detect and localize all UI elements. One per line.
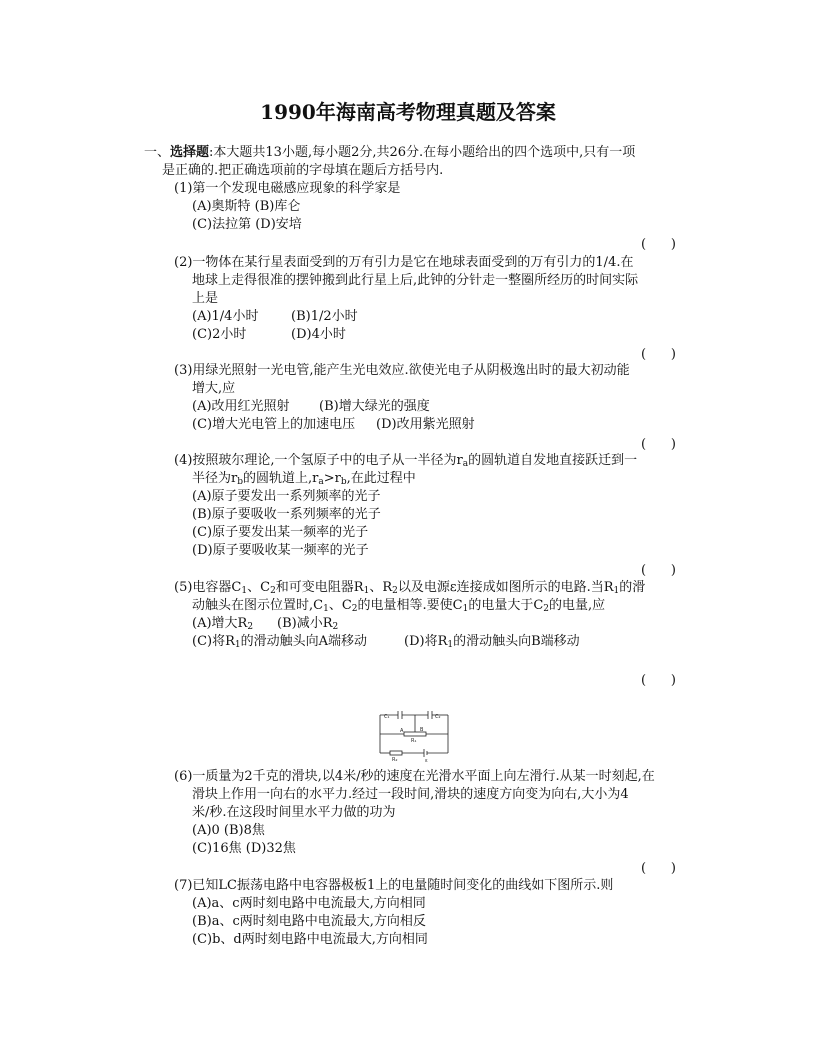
section-number: 一、 [144,145,171,160]
q1-options-cd: (C)法拉第 (D)安培 [192,217,302,232]
q2-stem-2: 地球上走得很准的摆钟搬到此行星上后,此钟的分针走一整圈所经历的时间实际 [192,273,639,288]
q3-option-d: (D)改用紫光照射 [376,417,475,432]
section-heading [144,144,635,162]
q2-option-b: (B)1/2小时 [291,309,358,324]
q1-answer-bracket: ( ) [641,237,676,252]
q7-option-b: (B)a、c两时刻电路中电流最大,方向相反 [192,914,426,929]
q5-answer-bracket: ( ) [641,673,676,688]
q4-stem-1a: (4)按照玻尔理论,一个氢原子中的电子从一半径为r [174,453,463,468]
q4-option-d: (D)原子要吸收某一频率的光子 [192,543,369,558]
label-a: A [400,728,404,734]
q5-sub-1d: 1 [323,604,329,614]
q4-stem-1b: 的圆轨道自发地直接跃迁到一 [468,453,638,468]
section-label: 选择题 [170,145,210,160]
q5-l2b: 、C [328,598,352,613]
q6-stem-1: (6)一质量为2千克的滑块,以4米/秒的速度在光滑水平面上向左滑行.从某一时刻起,在 [174,769,655,784]
q3-option-c: (C)增大光电管上的加速电压 [192,417,356,432]
q3-stem-2: 增大,应 [192,381,236,396]
q4-sub-b: b [237,477,243,487]
q7-option-a: (A)a、c两时刻电路中电流最大,方向相同 [192,896,426,911]
q3-answer-bracket: ( ) [641,437,676,452]
q5-sub-1e: 1 [462,604,469,614]
circuit-diagram [378,707,450,763]
q5-option-d [404,633,580,651]
q5-option-a [192,615,253,633]
q5-sub-2c: 2 [351,604,358,614]
q5-sub-opt-b: 2 [332,622,339,632]
q4-option-b: (B)原子要吸收一系列频率的光子 [192,507,381,522]
q1-options-ab: (A)奥斯特 (B)库仑 [192,199,301,214]
q4-answer-bracket: ( ) [641,563,676,578]
q4-stem-2c: >r [323,471,341,486]
q3-option-a: (A)改用红光照射 [192,399,290,414]
q5-opt-b-text: (B)减小R [277,616,333,631]
q5-s3: 和可变电阻器R [275,580,364,595]
q4-stem-1 [174,452,637,470]
q6-options-ab: (A)0 (B)8焦 [192,823,265,838]
page-title: 1990年海南高考物理真题及答案 [260,100,556,124]
q4-option-c: (C)原子要发出某一频率的光子 [192,525,369,540]
q5-opt-c1: (C)将R [192,634,235,649]
q5-sub-2d: 2 [543,604,550,614]
q4-stem-2d: ,在此过程中 [346,471,416,486]
q5-s1: (5)电容器C [174,580,242,595]
q5-sub-2b: 2 [392,586,398,596]
q5-sub-1c: 1 [613,586,620,596]
label-r1: R₁ [411,738,417,744]
q5-option-c [192,633,367,651]
q5-s6: 的滑 [619,580,646,595]
q5-opt-c2: 的滑动触头向A端移动 [240,634,368,649]
q2-answer-bracket: ( ) [641,347,676,362]
q5-l2d: 的电量大于C [468,598,544,613]
q2-option-a: (A)1/4小时 [192,309,259,324]
q4-stem-2a: 半径为r [192,471,238,486]
section-intro-2: 是正确的.把正确选项前的字母填在题后方括号内. [162,163,444,178]
q4-option-a: (A)原子要发出一系列频率的光子 [192,489,381,504]
q5-s5: 以及电源ε连接成如图所示的电路.当R [397,580,614,595]
q5-opt-a-text: (A)增大R [192,616,248,631]
q5-sub-2a: 2 [270,586,276,596]
q5-sub-1b: 1 [363,586,370,596]
q5-opt-d1: (D)将R [404,634,448,649]
q4-sub-b-2: b [340,477,347,487]
q5-sub-1a: 1 [241,586,248,596]
q3-stem-1: (3)用绿光照射一光电管,能产生光电效应.欲使光电子从阴极逸出时的最大初动能 [174,363,630,378]
q1-stem: (1)第一个发现电磁感应现象的科学家是 [174,181,401,196]
label-emf: ε [425,758,428,763]
q5-sub-opt-a: 2 [247,622,254,632]
q5-s2: 、C [247,580,271,595]
q6-answer-bracket: ( ) [641,861,676,876]
q2-stem-3: 上是 [192,291,219,306]
q4-stem-2 [192,470,416,488]
q2-option-c: (C)2小时 [192,327,247,342]
section-intro-1: :本大题共13小题,每小题2分,共26分.在每小题给出的四个选项中,只有一项 [209,145,636,160]
q5-s4: 、R [369,580,393,595]
q5-l2e: 的电量,应 [549,598,606,613]
q5-stem-1 [174,579,645,597]
label-c2: C₂ [435,714,441,720]
q7-option-c: (C)b、d两时刻电路中电流最大,方向相同 [192,932,428,947]
q5-option-b [277,615,338,633]
q5-opt-d2: 的滑动触头向B端移动 [453,634,580,649]
q2-stem-1: (2)一物体在某行星表面受到的万有引力是它在地球表面受到的万有引力的1/4.在 [174,255,634,270]
q5-sub-opt-c: 1 [234,640,241,650]
q5-l2a: 动触头在图示位置时,C [192,598,324,613]
q4-sub-a-2: a [318,477,324,487]
q5-l2c: 的电量相等.要使C [357,598,463,613]
q5-sub-opt-d: 1 [447,640,454,650]
q3-option-b: (B)增大绿光的强度 [319,399,430,414]
label-c1: C₁ [384,714,390,720]
q6-options-cd: (C)16焦 (D)32焦 [192,841,296,856]
q5-stem-2 [192,597,605,615]
q6-stem-2: 滑块上作用一向右的水平力.经过一段时间,滑块的速度方向变为向右,大小为4 [192,787,629,802]
q4-stem-2b: 的圆轨道上,r [242,471,319,486]
label-b: B [420,727,424,733]
q6-stem-3: 米/秒.在这段时间里水平力做的功为 [192,805,396,820]
q2-option-d: (D)4小时 [291,327,346,342]
resistor-r2-body [390,751,402,755]
label-r2: R₂ [392,757,398,763]
q7-stem: (7)已知LC振荡电路中电容器极板1上的电量随时间变化的曲线如下图所示.则 [174,878,614,893]
q4-sub-a: a [462,459,469,469]
